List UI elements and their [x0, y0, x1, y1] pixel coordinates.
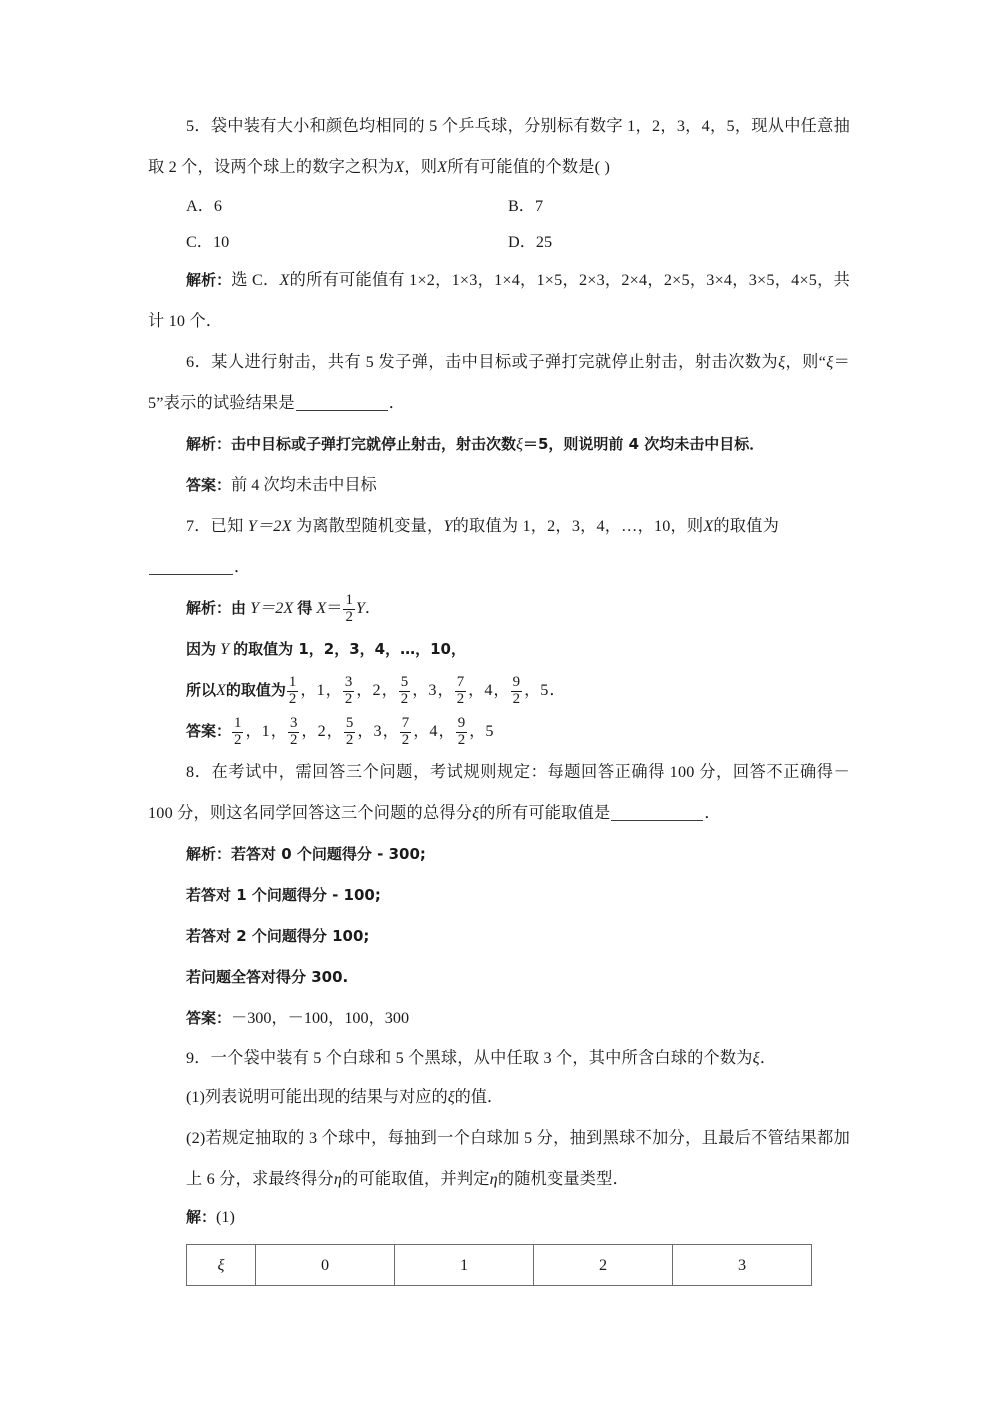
question-8-number: 8: [186, 763, 195, 781]
fraction: [288, 716, 299, 749]
question-7-equation: Y＝2X: [247, 517, 292, 535]
question-6-stem-part-d: ．: [388, 394, 406, 412]
separator: ，: [493, 681, 510, 699]
question-7-analysis-part-a: 由: [231, 599, 247, 617]
q7-value-sequence-answer: [231, 714, 494, 748]
xi-distribution-table: [186, 1244, 812, 1286]
table-header-xi: ξ: [187, 1245, 256, 1286]
separator: ，: [301, 722, 318, 740]
q8-analysis-text-1: 若答对 0 个问题得分 - 300;: [231, 845, 426, 863]
question-8-analysis-line-4: [186, 957, 850, 998]
fraction-value: [454, 673, 467, 707]
option-d[interactable]: [508, 224, 552, 260]
question-6-variable-xi2: ξ: [826, 353, 834, 371]
q9-sub2-part-c: 的随机变量类型．: [497, 1170, 629, 1188]
fraction: [456, 716, 467, 749]
question-8-stem-part-a: ．在考试中，需回答三个问题，考试规则规定：每题回答正确得 100 分，回答不正确得－100 分，则这名同学回答这三个问题的总得分: [148, 763, 850, 822]
integer-value: [540, 681, 548, 699]
question-9-number: 9: [186, 1049, 195, 1067]
integer-value: [262, 722, 270, 740]
table-row: [187, 1245, 812, 1286]
q7-line3-part-b: 的取值为: [225, 681, 286, 699]
question-7-answer: [186, 711, 850, 752]
question-6-stem-part-b: ，则“: [785, 353, 827, 371]
question-6-analysis-part-a: 击中目标或子弹打完就停止射击，射击次数: [231, 435, 517, 453]
question-9-stem-part-b: ．: [759, 1049, 777, 1067]
analysis-label-7: 解析：: [186, 599, 232, 617]
question-6-analysis: [186, 424, 850, 465]
option-c-value: 10: [212, 233, 230, 251]
q9-sub2-variable-eta-2: η: [489, 1170, 498, 1188]
question-5-stem-part-a: ．袋中装有大小和颜色均相同的 5 个乒乓球，分别标有数字 1，2，3，4，5，现从中任意抽取 2 个，设两个球上的数字之积为: [148, 117, 850, 176]
fraction-value: [286, 673, 299, 707]
question-9-stem-part-a: ．一个袋中装有 5 个白球和 5 个黑球，从中任取 3 个，其中所含白球的个数为: [194, 1049, 753, 1067]
q9-sub1-variable: ξ: [447, 1088, 455, 1106]
question-7-number: 7: [186, 517, 195, 535]
separator: ，: [437, 681, 454, 699]
table-cell-value-0: 0: [256, 1245, 395, 1286]
q9-sub2-part-b: 的可能取值，并判定: [342, 1170, 490, 1188]
separator: ，: [381, 681, 398, 699]
option-d-key: D．: [508, 233, 536, 251]
fraction-value: [399, 714, 412, 748]
question-7-analysis-part-c: ．: [364, 599, 382, 617]
question-5-stem-part-c: 所有可能值的个数是( ): [447, 158, 611, 176]
question-5-analysis-variable: X: [279, 271, 290, 289]
question-7-variable-y: Y: [443, 517, 453, 535]
fraction: [511, 675, 522, 708]
separator: ，: [469, 722, 486, 740]
q7-line3-variable: X: [216, 681, 226, 699]
fraction-numerator: 5: [345, 714, 354, 731]
separator: ，: [270, 722, 287, 740]
q7-line2-part-a: 因为: [186, 640, 217, 658]
fraction: [399, 675, 410, 708]
fraction-numerator: 1: [234, 714, 242, 731]
integer-text: 5: [485, 722, 494, 740]
option-b-value: 7: [534, 197, 544, 215]
fraction-denominator: 2: [456, 690, 465, 707]
question-9-variable-xi: ξ: [752, 1049, 760, 1067]
question-7-analysis-variable-y: Y: [355, 599, 365, 617]
fraction-numerator: 3: [289, 714, 298, 731]
question-7-analysis-equation-1: Y＝2X: [250, 599, 294, 617]
separator: ，: [326, 722, 343, 740]
question-7-stem-part-c: 的取值为 1，2，3，4，…，10，则: [452, 517, 704, 535]
fraction-denominator: 2: [512, 690, 521, 707]
question-5-number: 5: [186, 117, 195, 135]
question-7-stem-part-e: ．: [234, 558, 251, 576]
fraction-denominator: 2: [234, 731, 242, 748]
fraction-numerator: 1: [345, 591, 353, 608]
table-cell-value-3: 3: [673, 1245, 812, 1286]
option-c[interactable]: [186, 233, 229, 251]
fraction-value: [398, 673, 411, 707]
question-5-variable-x: X: [394, 158, 405, 176]
question-9-stem: [148, 1039, 850, 1077]
fraction-numerator: 7: [401, 714, 410, 731]
question-8-stem-part-c: ．: [704, 804, 721, 822]
separator: ，: [300, 681, 317, 699]
question-5-analysis: [148, 260, 850, 342]
question-8-analysis-line-3: [186, 916, 850, 957]
question-6-analysis-part-b: ＝5，则说明前 4 次均未击中目标．: [522, 435, 765, 453]
analysis-label-6: 解析：: [186, 435, 232, 453]
fraction-denominator: 2: [401, 731, 410, 748]
integer-text: 4: [484, 681, 493, 699]
integer-text: 5: [540, 681, 549, 699]
question-7-analysis-equals: ＝: [326, 599, 343, 617]
question-7-stem-blank-line: [148, 547, 850, 588]
separator: ，: [245, 722, 262, 740]
integer-text: 3: [373, 722, 382, 740]
q8-analysis-text-3: 若答对 2 个问题得分 100;: [186, 927, 370, 945]
solution-label-9: 解：: [186, 1208, 217, 1226]
question-8-analysis-line-1: [186, 834, 850, 875]
fraction: [344, 716, 355, 749]
question-6-answer-text: 前 4 次均未击中目标: [231, 476, 377, 494]
question-8-answer-blank[interactable]: [611, 820, 703, 821]
question-5-options-row-1: [186, 188, 850, 224]
q7-line2-part-b: 的取值为 1，2，3，4，…，10，: [233, 640, 466, 658]
fraction-denominator: 2: [457, 731, 466, 748]
question-8-analysis-line-2: [186, 875, 850, 916]
question-7-analysis-line-2: [186, 629, 850, 670]
separator: ，: [357, 722, 374, 740]
fraction-numerator: 9: [512, 673, 521, 690]
question-7-analysis-part-b: 得: [297, 599, 313, 617]
question-6-stem-part-c: ＝5”表示的试验结果是: [148, 353, 850, 412]
answer-label-7: 答案：: [186, 722, 232, 740]
separator: ，: [325, 681, 342, 699]
fraction-value: [231, 714, 244, 748]
q7-line3-part-a: 所以: [186, 681, 217, 699]
fraction-value: [343, 714, 356, 748]
separator: ，: [438, 722, 455, 740]
question-6-stem: [148, 342, 850, 424]
question-6-answer-blank[interactable]: [296, 410, 388, 411]
fraction-numerator: 9: [457, 714, 466, 731]
question-5-stem: [148, 106, 850, 188]
fraction-denominator: 2: [344, 690, 353, 707]
integer-value: [372, 681, 380, 699]
fraction: [287, 675, 298, 708]
question-7-variable-x: X: [703, 517, 714, 535]
fraction-numerator: 5: [400, 673, 409, 690]
fraction: [455, 675, 466, 708]
question-7-analysis-line-3: [186, 670, 850, 711]
question-6-stem-part-a: ．某人进行射击，共有 5 发子弹，击中目标或子弹打完就停止射击，射击次数为: [194, 353, 779, 371]
fraction-value: [510, 673, 523, 707]
q9-sub1-part-b: 的值．: [454, 1088, 504, 1106]
option-a-key: A．: [186, 197, 214, 215]
fraction: [400, 716, 411, 749]
integer-value: [374, 722, 382, 740]
question-7-answer-blank[interactable]: [149, 574, 233, 575]
integer-text: 1: [316, 681, 325, 699]
fraction: [232, 716, 243, 749]
option-a[interactable]: [186, 197, 222, 215]
question-9-table-wrapper: [186, 1244, 850, 1286]
integer-value: [484, 681, 492, 699]
question-8-stem: [148, 752, 850, 834]
analysis-label-5: 解析：: [186, 271, 232, 289]
fraction-denominator: 2: [345, 731, 354, 748]
fraction-value: [342, 673, 355, 707]
question-5-stem-part-b: ，则: [404, 158, 438, 176]
q7-line2-variable: Y: [220, 640, 230, 658]
option-c-key: C．: [186, 233, 213, 251]
question-8-variable-xi: ξ: [472, 804, 480, 822]
question-8-answer-text: －300，－100，100，300: [231, 1009, 410, 1027]
fraction: [343, 675, 354, 708]
fraction-numerator: 3: [344, 673, 353, 690]
question-6-answer: [186, 465, 850, 506]
answer-label-6: 答案：: [186, 476, 232, 494]
question-7-stem-part-a: ．已知: [194, 517, 244, 535]
option-d-value: 25: [535, 233, 553, 251]
answer-label-8: 答案：: [186, 1009, 232, 1027]
integer-text: 1: [261, 722, 270, 740]
separator: ，: [413, 722, 430, 740]
fraction-one-half: [343, 593, 354, 626]
question-8-stem-part-b: 的所有可能取值是: [479, 804, 611, 822]
q7-line3-end: ．: [549, 681, 566, 699]
fraction-denominator: 2: [345, 608, 353, 625]
integer-value: [318, 722, 326, 740]
fraction-value: [287, 714, 300, 748]
page-body-column: [148, 106, 850, 1286]
question-8-answer: [186, 998, 850, 1039]
integer-value: [317, 681, 325, 699]
option-b-key: B．: [508, 197, 535, 215]
question-6-analysis-variable: ξ: [516, 435, 523, 453]
integer-value: [485, 722, 493, 740]
question-7-analysis: [186, 588, 850, 629]
separator: ，: [382, 722, 399, 740]
integer-text: 4: [429, 722, 438, 740]
integer-value: [429, 722, 437, 740]
fraction-denominator: 2: [288, 690, 297, 707]
question-6-variable-xi: ξ: [778, 353, 786, 371]
question-5-analysis-part-a: 选 C．: [231, 271, 280, 289]
fraction-value: [455, 714, 468, 748]
q9-sub2-variable-eta: η: [333, 1170, 343, 1188]
q8-analysis-text-4: 若问题全答对得分 300.: [186, 968, 349, 986]
question-9-sub-1: [186, 1077, 850, 1118]
fraction-numerator: 1: [288, 673, 297, 690]
q8-analysis-text-2: 若答对 1 个问题得分 - 100;: [186, 886, 381, 904]
question-5-analysis-part-b: 的所有可能值有 1×2，1×3，1×4，1×5，2×3，2×4，2×5，3×4，3×5，4×5，共计 10 个．: [148, 271, 850, 330]
table-cell-value-1: 1: [395, 1245, 534, 1286]
table-cell-value-2: 2: [534, 1245, 673, 1286]
question-6-number: 6: [186, 353, 195, 371]
separator: ，: [524, 681, 541, 699]
question-7-stem: [148, 506, 850, 547]
q9-sub2-part-a: (2)若规定抽取的 3 个球中，每抽到一个白球加 5 分，抽到黑球不加分，且最后不管结果都加上 6 分，求最终得分: [186, 1129, 850, 1188]
question-7-stem-part-d: 的取值为: [713, 517, 779, 535]
analysis-label-8: 解析：: [186, 845, 232, 863]
fraction-denominator: 2: [289, 731, 298, 748]
q9-sub1-part-a: (1)列表说明可能出现的结果与对应的: [186, 1088, 448, 1106]
question-7-stem-part-b: 为离散型随机变量，: [295, 517, 444, 535]
integer-value: [428, 681, 436, 699]
integer-text: 3: [428, 681, 437, 699]
integer-text: 2: [372, 681, 381, 699]
fraction-denominator: 2: [400, 690, 409, 707]
question-9-sub-2: [186, 1118, 850, 1200]
separator: ，: [356, 681, 373, 699]
question-7-analysis-variable-x: X: [316, 599, 327, 617]
option-a-value: 6: [213, 197, 222, 215]
integer-text: 2: [317, 722, 326, 740]
q7-value-sequence-inline: [286, 673, 549, 707]
question-9-solution-label-row: [186, 1200, 850, 1234]
fraction-numerator: 7: [456, 673, 465, 690]
separator: ，: [468, 681, 485, 699]
question-5-options-row-2: [186, 224, 850, 260]
question-5-variable-x2: X: [437, 158, 448, 176]
solution-part-number: (1): [216, 1208, 235, 1226]
option-b[interactable]: [508, 188, 543, 224]
separator: ，: [412, 681, 429, 699]
